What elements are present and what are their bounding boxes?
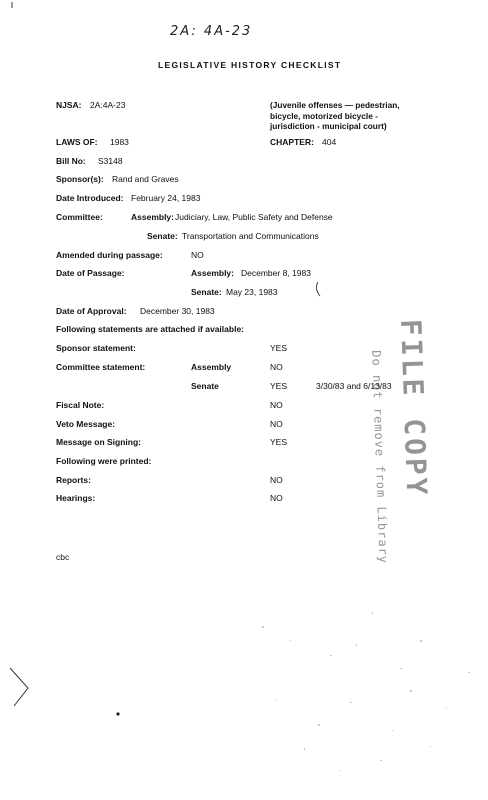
sponsors-value: Rand and Graves <box>112 174 179 184</box>
veto-message-value: NO <box>270 419 283 429</box>
chapter-label: CHAPTER: <box>270 137 314 147</box>
committee-senate-label: Senate: <box>147 231 178 241</box>
reports-label: Reports: <box>56 475 91 485</box>
sponsor-statement-value: YES <box>270 343 288 353</box>
bill-no-label: Bill No: <box>56 156 86 166</box>
message-on-signing-label: Message on Signing: <box>56 437 142 447</box>
laws-of-label: LAWS OF: <box>56 137 98 147</box>
handwritten-citation: 2A: 4A-23 <box>170 24 253 39</box>
committee-statement-senate-label: Senate <box>191 381 219 391</box>
committee-statement-label: Committee statement: <box>56 362 146 372</box>
committee-statement-senate-dates: 3/30/83 and 6/13/83 <box>316 381 392 391</box>
date-introduced-label: Date Introduced: <box>56 193 124 203</box>
njsa-value: 2A:4A-23 <box>90 100 126 110</box>
passage-assembly-label: Assembly: <box>191 268 234 278</box>
njsa-label: NJSA: <box>56 100 82 110</box>
reports-value: NO <box>270 475 283 485</box>
message-on-signing-value: YES <box>270 437 288 447</box>
passage-senate-label: Senate: <box>191 287 222 297</box>
committee-statement-assembly-label: Assembly <box>191 362 232 372</box>
committee-label: Committee: <box>56 212 103 222</box>
laws-of-value: 1983 <box>110 137 129 147</box>
committee-assembly-value: Judiciary, Law, Public Safety and Defense <box>175 212 333 222</box>
amended-value: NO <box>191 250 204 260</box>
page-title: LEGISLATIVE HISTORY CHECKLIST <box>158 60 342 70</box>
passage-label: Date of Passage: <box>56 268 125 278</box>
printed-heading: Following were printed: <box>56 456 152 466</box>
chapter-value: 404 <box>322 137 337 147</box>
passage-senate-value: May 23, 1983 <box>226 287 278 297</box>
sponsors-label: Sponsor(s): <box>56 174 104 184</box>
stamp-line-2: Do not remove from Library <box>369 350 391 565</box>
committee-senate-value: Transportation and Communications <box>182 231 319 241</box>
stamp-line-1: FILE COPY <box>394 318 434 499</box>
passage-assembly-value: December 8, 1983 <box>241 268 311 278</box>
veto-message-label: Veto Message: <box>56 419 116 429</box>
subject-description: (Juvenile offenses — pedestrian, bicycle, motorized bicycle - jurisdiction - municipal court) <box>270 100 400 131</box>
approval-label: Date of Approval: <box>56 306 127 316</box>
date-introduced-value: February 24, 1983 <box>131 193 201 203</box>
attached-heading: Following statements are attached if available: <box>56 324 244 334</box>
approval-value: December 30, 1983 <box>140 306 215 316</box>
typist-initials: cbc <box>56 552 70 562</box>
hearings-value: NO <box>270 493 283 503</box>
committee-statement-senate-value: YES <box>270 381 288 391</box>
committee-assembly-label: Assembly: <box>131 212 174 222</box>
fiscal-note-label: Fiscal Note: <box>56 400 105 410</box>
bill-no-value: S3148 <box>98 156 123 166</box>
hearings-label: Hearings: <box>56 493 96 503</box>
amended-label: Amended during passage: <box>56 250 163 260</box>
committee-statement-assembly-value: NO <box>270 362 283 372</box>
fiscal-note-value: NO <box>270 400 283 410</box>
sponsor-statement-label: Sponsor statement: <box>56 343 136 353</box>
